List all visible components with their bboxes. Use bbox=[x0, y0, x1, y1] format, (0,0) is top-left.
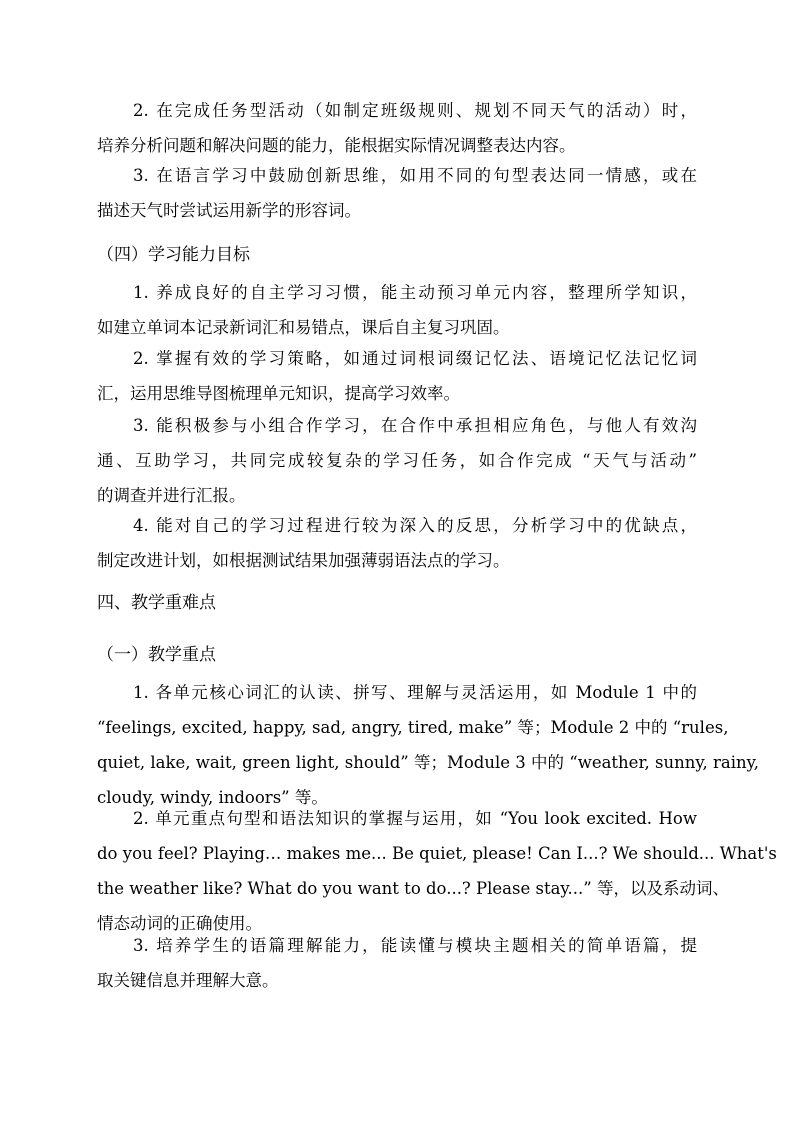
text-line: 4. 能对自己的学习过程进行较为深入的反思，分析学习中的优缺点， bbox=[133, 516, 697, 535]
text-line: 3. 培养学生的语篇理解能力，能读懂与模块主题相关的简单语篇，提 bbox=[133, 936, 697, 955]
learning-item-2 bbox=[97, 341, 697, 411]
text-line: 汇，运用思维导图梳理单元知识，提高学习效率。 bbox=[97, 384, 460, 403]
section-title: 四、教学重难点 bbox=[97, 593, 216, 613]
text-line: 2. 在完成任务型活动（如制定班级规则、规划不同天气的活动）时， bbox=[133, 101, 697, 120]
learning-item-1 bbox=[97, 275, 697, 345]
text-line: 1. 各单元核心词汇的认读、拼写、理解与灵活运用，如 Module 1 中的 bbox=[133, 683, 697, 702]
key-item-3 bbox=[97, 928, 697, 998]
text-line: 的调查并进行汇报。 bbox=[97, 486, 246, 505]
text-line: 2. 单元重点句型和语法知识的掌握与运用，如 “You look excited. How bbox=[133, 809, 697, 828]
text-line: 培养分析问题和解决问题的能力，能根据实际情况调整表达内容。 bbox=[97, 136, 576, 155]
heading-teaching-key-points: （一）教学重点 bbox=[97, 645, 216, 665]
text-line: do you feel? Playing… makes me... Be quiet, please! Can I...? We should... What's bbox=[97, 844, 777, 863]
text-line: 3. 在语言学习中鼓励创新思维，如用不同的句型表达同一情感，或在 bbox=[133, 166, 697, 185]
text-line: cloudy, windy, indoors” 等。 bbox=[97, 788, 328, 807]
learning-item-4 bbox=[97, 508, 697, 578]
text-line: 取关键信息并理解大意。 bbox=[97, 971, 279, 990]
paragraph-ability-2 bbox=[97, 93, 697, 163]
text-line: 2. 掌握有效的学习策略，如通过词根词缀记忆法、语境记忆法记忆词 bbox=[133, 349, 697, 368]
key-item-2 bbox=[97, 801, 777, 941]
text-line: 3. 能积极参与小组合作学习，在合作中承担相应角色，与他人有效沟 bbox=[133, 416, 697, 435]
text-line: 如建立单词本记录新词汇和易错点，课后自主复习巩固。 bbox=[97, 318, 510, 337]
paragraph-ability-3 bbox=[97, 158, 697, 228]
text-line: 描述天气时尝试运用新学的形容词。 bbox=[97, 201, 361, 220]
text-line: quiet, lake, wait, green light, should” 等；Module 3 中的 “weather, sunny, rainy, bbox=[97, 753, 759, 772]
key-item-1 bbox=[97, 675, 759, 815]
heading-learning-ability: （四）学习能力目标 bbox=[97, 245, 250, 265]
text-line: 1. 养成良好的自主学习习惯，能主动预习单元内容，整理所学知识， bbox=[133, 283, 697, 302]
text-line: 通、互助学习，共同完成较复杂的学习任务，如合作完成 “天气与活动” bbox=[97, 451, 697, 470]
text-line: 制定改进计划，如根据测试结果加强薄弱语法点的学习。 bbox=[97, 551, 510, 570]
text-line: “feelings, excited, happy, sad, angry, tired, make” 等；Module 2 中的 “rules, bbox=[97, 718, 729, 737]
learning-item-3 bbox=[97, 408, 697, 513]
text-line: the weather like? What do you want to do...? Please stay...” 等，以及系动词、 bbox=[97, 879, 729, 898]
text-line: 情态动词的正确使用。 bbox=[97, 914, 262, 933]
